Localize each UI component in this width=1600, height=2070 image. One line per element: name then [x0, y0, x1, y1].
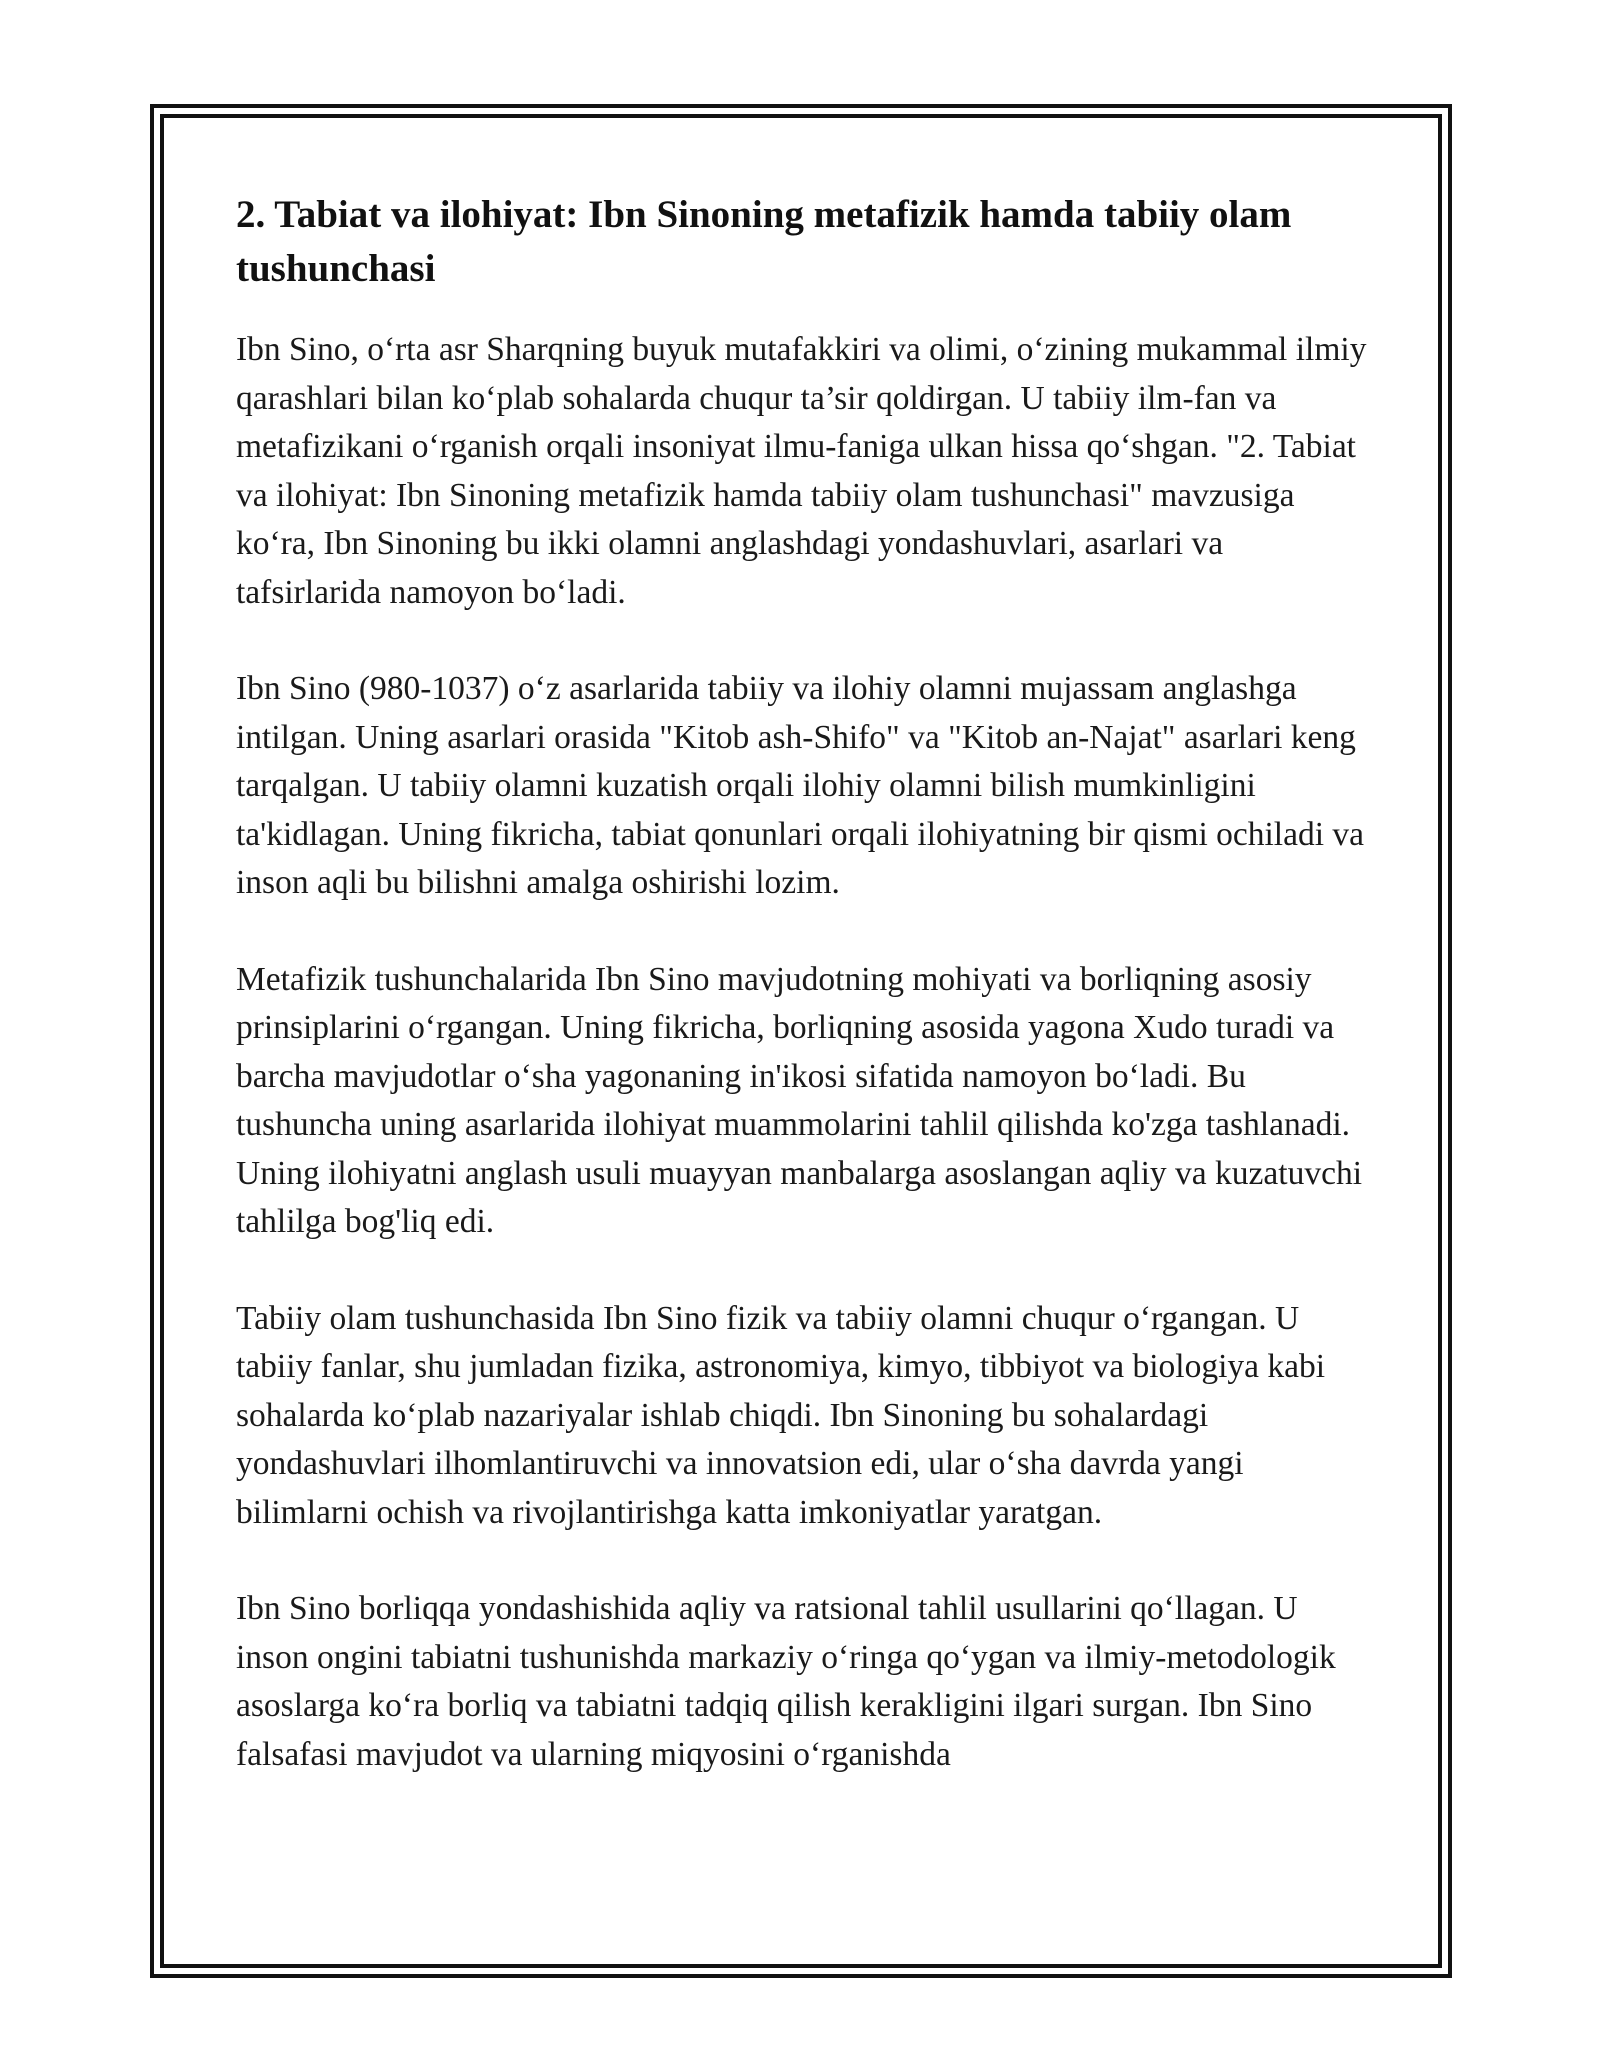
paragraph-natural-world: Tabiiy olam tushunchasida Ibn Sino fizik va tabiiy olamni chuqur o‘rgangan. U tabiiy fanlar, shu jumladan fizika, astronomiya, kimyo, tibbiyot va biologiya kabi sohalarda ko‘plab nazariyalar ishlab chiqdi. Ibn Sinoning bu sohalardagi yondashuvlari ilhomlantiruvchi va innovatsion edi, ular o‘sha davrda yangi bilimlarni ochish va rivojlantirishga katta imkoniyatlar yaratgan. — [236, 1299, 1326, 1531]
paragraph-works: Ibn Sino (980-1037) o‘z asarlarida tabiiy va ilohiy olamni mujassam anglashga intilgan. Uning asarlari orasida "Kitob ash-Shifo" va "Kitob an-Najat" asarlari keng tarqalgan. U tabiiy olamni kuzatish orqali ilohiy olamni bilish mumkinligini ta'kidlagan. Uning fikricha, tabiat qonunlari orqali ilohiyatning bir qismi ochiladi va inson aqli bu bilishni amalga oshirishi lozim. — [236, 670, 1365, 901]
paragraph-rational-method: Ibn Sino borliqqa yondashishida aqliy va ratsional tahlil usullarini qo‘llagan. U inson ongini tabiatni tushunishda markaziy o‘ringa qo‘ygan va ilmiy-metodologik asoslarga ko‘ra borliq va tabiatni tadqiq qilish kerakligini ilgari surgan. Ibn Sino falsafasi mavjudot va ularning miqyosini o‘rganishda — [236, 1590, 1336, 1773]
paragraph-intro: Ibn Sino, o‘rta asr Sharqning buyuk mutafakkiri va olimi, o‘zining mukammal ilmiy qarashlari bilan ko‘plab sohalarda chuqur ta’sir qoldirgan. U tabiiy ilm-fan va metafizikani o‘rganish orqali insoniyat ilmu-faniga ulkan hissa qo‘shgan. "2. Tabiat va ilohiyat: Ibn Sinoning metafizik hamda tabiiy olam tushunchasi" mavzusiga ko‘ra, Ibn Sinoning bu ikki olamni anglashdagi yondashuvlari, asarlari va tafsirlarida namoyon bo‘ladi. — [236, 331, 1367, 611]
section-heading: 2. Tabiat va ilohiyat: Ibn Sinoning metafizik hamda tabiiy olam tushunchasi — [236, 193, 1292, 290]
document-body — [236, 188, 1376, 1827]
paragraph-metaphysics: Metafizik tushunchalarida Ibn Sino mavjudotning mohiyati va borliqning asosiy prinsiplarini o‘rgangan. Uning fikricha, borliqning asosida yagona Xudo turadi va barcha mavjudotlar o‘sha yagonaning in'ikosi sifatida namoyon bo‘ladi. Bu tushuncha uning asarlarida ilohiyat muammolarini tahlil qilishda ko'zga tashlanadi. Uning ilohiyatni anglash usuli muayyan manbalarga asoslangan aqliy va kuzatuvchi tahlilga bog'liq edi. — [236, 960, 1363, 1240]
